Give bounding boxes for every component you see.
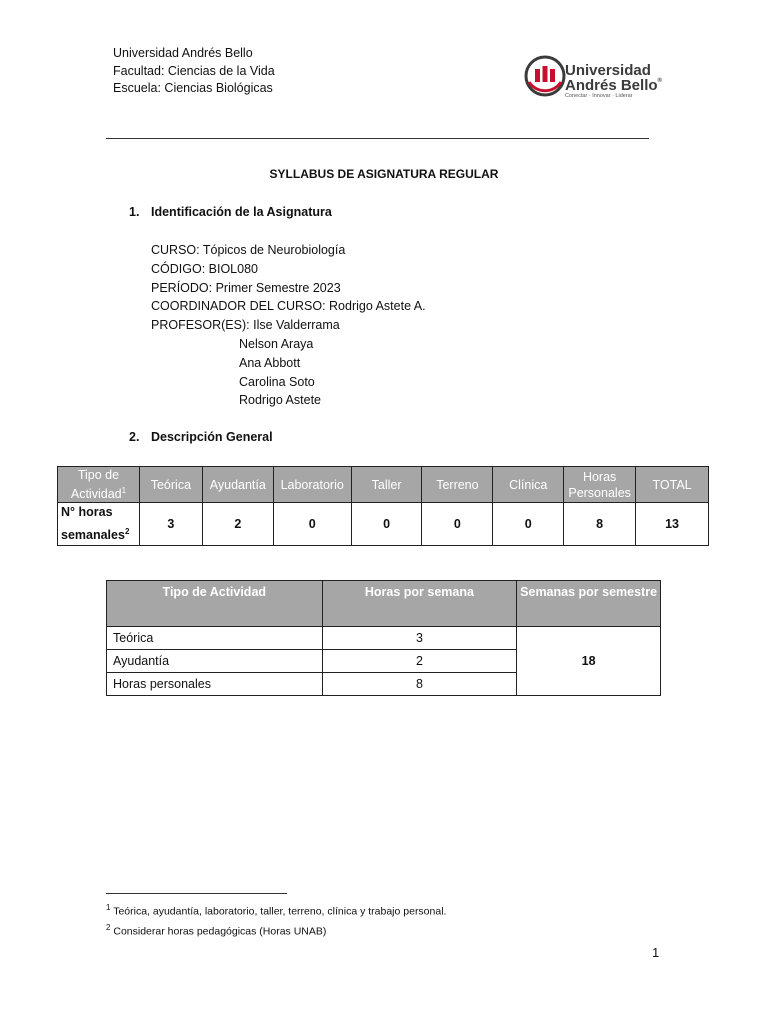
table-header-row <box>58 467 709 503</box>
university-name: Universidad Andrés Bello <box>113 46 253 60</box>
table-header-cell: Semanas por semestre <box>517 581 661 627</box>
professor-name: Nelson Araya <box>239 336 314 351</box>
table-header-cell: Teórica <box>139 467 202 503</box>
professors-row <box>151 316 426 335</box>
table-header-cell: Ayudantía <box>202 467 273 503</box>
table-cell: 0 <box>493 503 564 546</box>
footnote: $^1$ Teórica, ayudantía, laboratorio, taller, terreno, clínica y trabajo personal. <box>106 903 447 918</box>
course-code: CÓDIGO: BIOL080 <box>151 261 258 276</box>
course-coordinator: COORDINADOR DEL CURSO: Rodrigo Astete A. <box>151 299 426 314</box>
table-cell: 0 <box>422 503 493 546</box>
table-header-cell: Laboratorio <box>273 467 351 503</box>
table-row <box>58 503 709 546</box>
total-cell: 13 <box>636 503 709 546</box>
document-title: SYLLABUS DE ASIGNATURA REGULAR <box>269 167 499 181</box>
professors-label: PROFESOR(ES): <box>151 318 250 333</box>
weeks-cell: 18 <box>517 627 661 696</box>
activity-cell: Horas personales <box>107 673 323 696</box>
logo-line-1: Universidad <box>565 62 651 79</box>
section-1-heading <box>129 205 332 219</box>
table-header-cell: Horas Personales <box>564 467 636 503</box>
hours-cell: 2 <box>322 650 517 673</box>
school-name: Escuela: Ciencias Biológicas <box>113 81 273 95</box>
table-cell: 0 <box>273 503 351 546</box>
course-info <box>151 241 426 410</box>
course-name: CURSO: Tópicos de Neurobiología <box>151 243 346 257</box>
section-2-heading <box>129 430 273 444</box>
footnotes <box>106 900 446 939</box>
professor-name: Rodrigo Astete <box>239 393 321 408</box>
table-cell: 8 <box>564 503 636 546</box>
table-header-cell: Tipo de Actividad <box>107 581 323 627</box>
table-header-cell: Clínica <box>493 467 564 503</box>
activity-cell: Ayudantía <box>107 650 323 673</box>
section-1-number: 1. <box>129 205 140 219</box>
section-2-number: 2. <box>129 430 140 444</box>
logo-line-2: Andrés Bello® <box>565 77 662 94</box>
page-number: 1 <box>652 945 660 960</box>
table-header-cell: Terreno <box>422 467 493 503</box>
footnote-divider <box>106 893 287 894</box>
section-1-title: Identificación de la Asignatura <box>151 205 332 219</box>
table-header-row <box>107 581 661 627</box>
header-block <box>113 45 275 98</box>
weekly-hours-table <box>57 466 709 546</box>
logo-text <box>565 63 662 100</box>
course-period: PERÍODO: Primer Semestre 2023 <box>151 280 341 295</box>
table-row <box>107 627 661 650</box>
table-cell: 3 <box>139 503 202 546</box>
activity-type-header: Tipo de Actividad$^1$ <box>58 467 140 503</box>
weekly-hours-label: N° horas semanales$^2$ <box>58 503 140 546</box>
table-header-cell: Taller <box>351 467 422 503</box>
semester-hours-table <box>106 580 661 696</box>
section-2-title: Descripción General <box>151 430 273 444</box>
table-header-cell: Horas por semana <box>322 581 517 627</box>
professor-name: Carolina Soto <box>239 374 315 389</box>
faculty-name: Facultad: Ciencias de la Vida <box>113 63 275 78</box>
header-divider <box>106 138 649 139</box>
hours-cell: 3 <box>322 627 517 650</box>
logo-tagline: Conectar · Innovar · Liderar <box>565 93 633 99</box>
table-header-cell: TOTAL <box>636 467 709 503</box>
footnote: $^2$ Considerar horas pedagógicas (Horas UNAB) <box>106 922 327 937</box>
table-cell: 0 <box>351 503 422 546</box>
professor-name: Ilse Valderrama <box>253 318 340 333</box>
table-cell: 2 <box>202 503 273 546</box>
professor-name: Ana Abbott <box>239 355 301 370</box>
hours-cell: 8 <box>322 673 517 696</box>
activity-cell: Teórica <box>107 627 323 650</box>
